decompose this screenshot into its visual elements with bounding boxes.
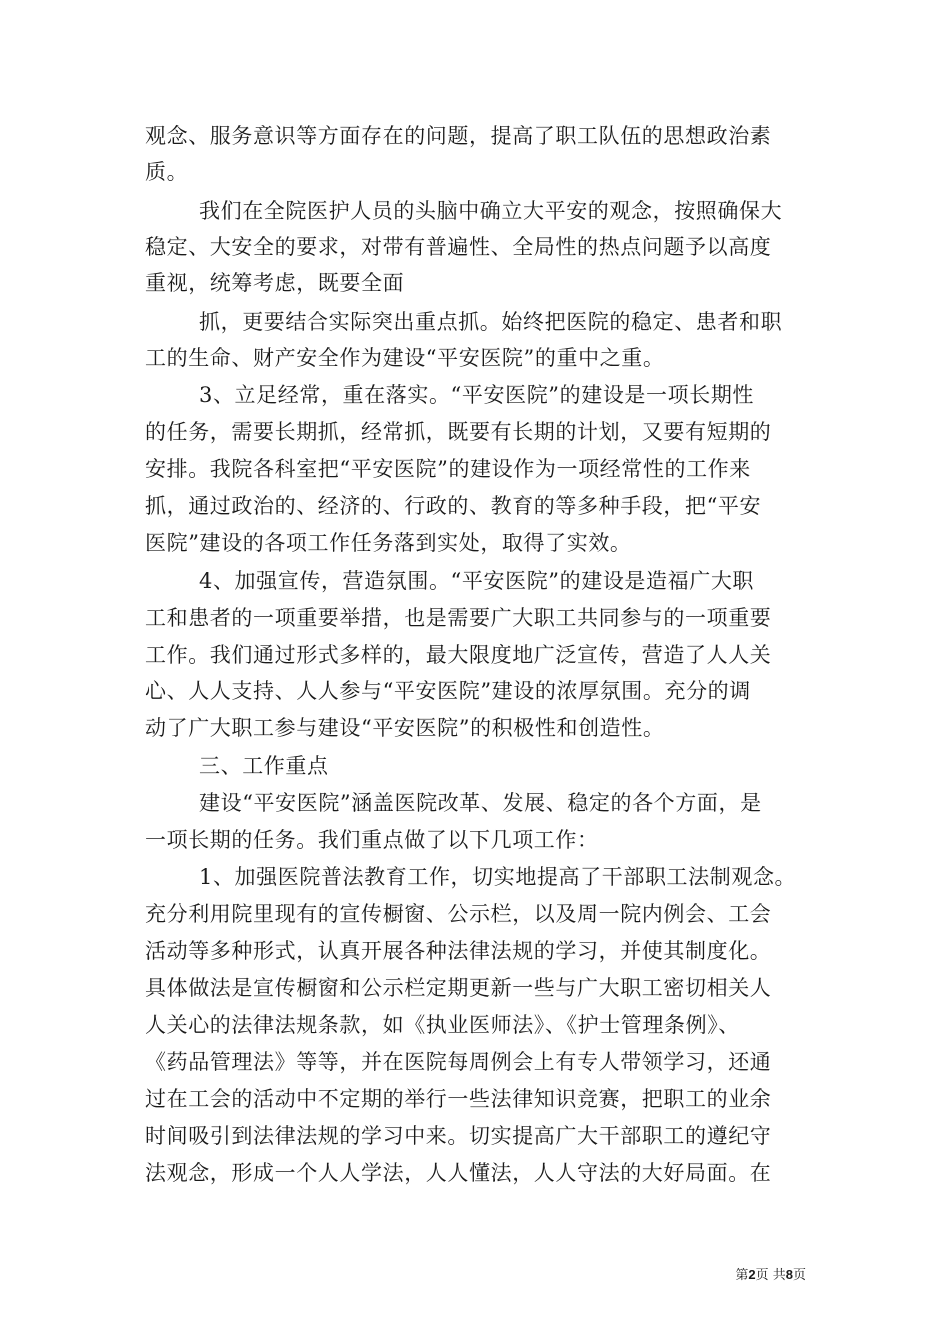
text-line: 法观念，形成一个人人学法，人人懂法，人人守法的大好局面。在: [145, 1161, 772, 1185]
text-line: 人关心的法律法规条款，如《执业医师法》、《护士管理条例》、: [145, 1013, 740, 1037]
text-line: 《药品管理法》等等，并在医院每周例会上有专人带领学习，还通: [145, 1050, 772, 1074]
text-line: 我们在全院医护人员的头脑中确立大平安的观念，按照确保大: [199, 199, 783, 223]
footer-suffix: 页: [792, 1268, 806, 1283]
text-line: 心、人人支持、人人参与“平安医院”建设的浓厚氛围。充分的调: [145, 679, 751, 703]
text-line: 医院”建设的各项工作任务落到实处，取得了实效。: [145, 531, 632, 555]
text-line: 观念、服务意识等方面存在的问题，提高了职工队伍的思想政治素: [145, 124, 772, 148]
footer-prefix: 第: [735, 1268, 749, 1283]
text-line: 活动等多种形式，认真开展各种法律法规的学习，并使其制度化。: [145, 939, 772, 963]
text-line: 4、加强宣传，营造氛围。“平安医院”的建设是造福广大职: [199, 569, 755, 593]
text-line: 建设“平安医院”涵盖医院改革、发展、稳定的各个方面，是: [199, 791, 762, 815]
current-page-number: 2: [748, 1267, 756, 1282]
text-line: 一项长期的任务。我们重点做了以下几项工作：: [145, 828, 599, 852]
text-line: 动了广大职工参与建设“平安医院”的积极性和创造性。: [145, 716, 665, 740]
text-line: 时间吸引到法律法规的学习中来。切实提高广大干部职工的遵纪守: [145, 1124, 772, 1148]
section-heading: 三、工作重点: [199, 754, 329, 778]
text-line: 工和患者的一项重要举措，也是需要广大职工共同参与的一项重要: [145, 606, 772, 630]
text-line: 工的生命、财产安全作为建设“平安医院”的重中之重。: [145, 346, 665, 370]
text-line: 抓，通过政治的、经济的、行政的、教育的等多种手段，把“平安: [145, 494, 762, 518]
text-line: 的任务，需要长期抓，经常抓，既要有长期的计划，又要有短期的: [145, 420, 772, 444]
text-line: 重视，统筹考虑，既要全面: [145, 271, 405, 295]
text-line: 安排。我院各科室把“平安医院”的建设作为一项经常性的工作来: [145, 457, 751, 481]
text-line: 1、加强医院普法教育工作，切实地提高了干部职工法制观念。: [199, 865, 797, 889]
page-footer: [735, 1266, 806, 1285]
footer-middle: 页 共: [755, 1268, 786, 1283]
text-line: 工作。我们通过形式多样的，最大限度地广泛宣传，营造了人人关: [145, 643, 772, 667]
text-line: 稳定、大安全的要求，对带有普遍性、全局性的热点问题予以高度: [145, 235, 772, 259]
text-line: 充分利用院里现有的宣传橱窗、公示栏，以及周一院内例会、工会: [145, 902, 772, 926]
text-line: 3、立足经常，重在落实。“平安医院”的建设是一项长期性: [199, 383, 755, 407]
text-line: 具体做法是宣传橱窗和公示栏定期更新一些与广大职工密切相关人: [145, 976, 772, 1000]
text-line: 抓，更要结合实际突出重点抓。始终把医院的稳定、患者和职: [199, 310, 783, 334]
text-line: 质。: [145, 160, 189, 184]
total-page-number: 8: [785, 1267, 793, 1282]
text-line: 过在工会的活动中不定期的举行一些法律知识竞赛，把职工的业余: [145, 1087, 772, 1111]
